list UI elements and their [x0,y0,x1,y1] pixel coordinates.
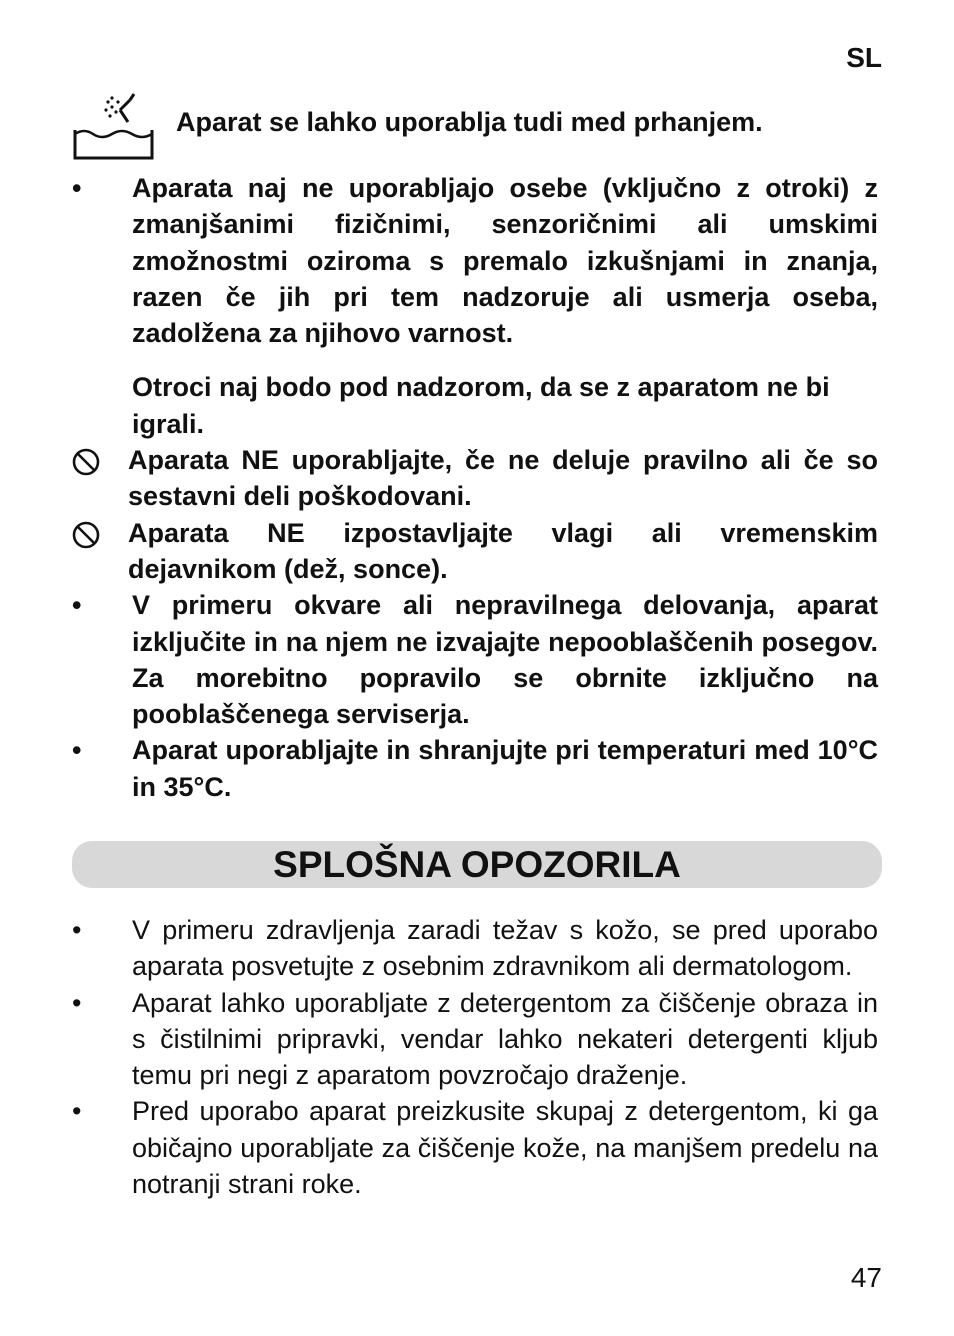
shower-bath-icon [72,90,158,162]
language-code: SL [846,42,882,73]
warning-text: Aparata NE uporabljajte, če ne deluje pravilno ali če so sestavni deli poškodovani. [128,445,878,512]
bullet-marker: • [72,987,82,1018]
list-item [72,985,878,1094]
bullet-marker: • [72,173,82,203]
bullet-marker: • [72,1096,82,1127]
bullet-marker: • [72,590,82,621]
list-item-text: Pred uporabo aparat preizkusite skupaj z detergentom, ki ga običajno uporabljate za čiščenje kože, na manjšem predelu na notranji strani roke. [132,1096,878,1200]
warning-item [72,587,878,732]
list-item [72,912,878,985]
section-heading: SPLOŠNA OPOZORILA [72,841,882,888]
list-item [72,1093,878,1202]
warning-text: Aparata naj ne uporabljajo osebe (vključno z otroki) z zmanjšanimi fizičnimi, senzoričnimi ali umskimi zmožnostmi oziroma s premalo izkušnjami in znanja, razen če jih pri tem nadzoruje ali usmerja oseba, zadolžena za njihovo varnost. [132,173,878,349]
general-warnings-list [72,912,878,1202]
warning-item [72,732,878,805]
warning-item [72,515,878,588]
bullet-marker: • [72,735,82,766]
warning-text: Aparat uporabljajte in shranjujte pri temperaturi med 10°C in 35°C. [132,735,878,802]
shower-note [72,90,882,162]
warning-item [72,442,878,515]
warning-extra-text: Otroci naj bodo pod nadzorom, da se z aparatom ne bi igrali. [132,372,830,439]
warning-text: Aparata NE izpostavljajte vlagi ali vremenskim dejavnikom (dež, sonce). [128,517,878,584]
page-number: 47 [850,1262,882,1293]
prohibited-icon [72,448,100,476]
prohibited-icon [72,521,100,549]
warnings-list [72,170,878,805]
warning-item [72,170,878,351]
list-item-text: Aparat lahko uporabljate z detergentom za čiščenje obraza in s čistilnimi pripravki, vendar lahko nekateri detergenti kljub temu pri negi z aparatom povzročajo draženje. [132,987,878,1091]
list-item-text: V primeru zdravljenja zaradi težav s kožo, se pred uporabo aparata posvetujte z osebnim zdravnikom ali dermatologom. [132,915,878,982]
shower-note-text: Aparat se lahko uporablja tudi med prhanjem. [176,107,763,137]
warning-text: V primeru okvare ali nepravilnega delovanja, aparat izključite in na njem ne izvajajte nepooblaščenih posegov. Za morebitno popravilo se obrnite izključno na pooblaščenega serviserja. [132,590,878,730]
bullet-marker: • [72,915,82,945]
